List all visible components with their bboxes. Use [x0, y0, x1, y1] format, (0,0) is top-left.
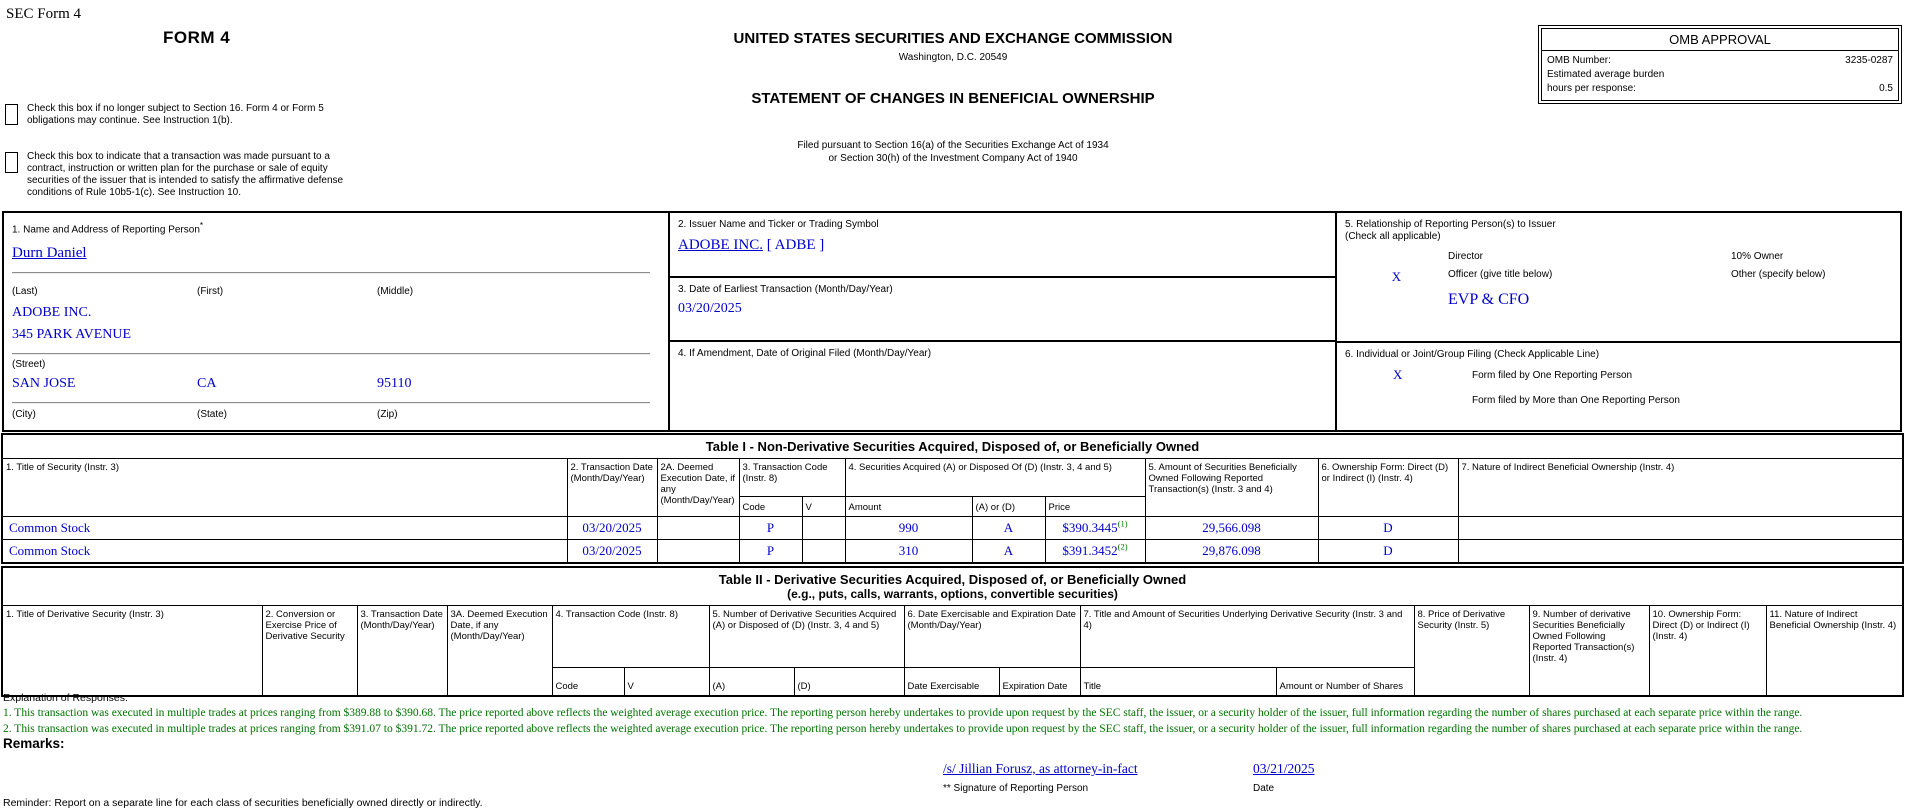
section6-filing-type	[1337, 343, 1900, 430]
section5-relationship	[1337, 213, 1900, 343]
one-reporting-person-checkbox-mark[interactable]: X	[1393, 367, 1403, 382]
section1-reporting-person	[4, 213, 670, 430]
section16-exit-text: Check this box if no longer subject to Section 16. Form 4 or Form 5 obligations may continue. See Instruction 1(b).	[27, 103, 324, 126]
t2-sub-code: Code	[552, 668, 624, 696]
t1-sub-a-or-d: (A) or (D)	[972, 497, 1045, 517]
table1-title: Table I - Non-Derivative Securities Acquired, Disposed of, or Beneficially Owned	[2, 434, 1903, 459]
t1-col-amount-owned: 5. Amount of Securities Beneficially Owned Following Reported Transaction(s) (Instr. 3 and 4)	[1145, 459, 1318, 517]
cell-deemed-date	[657, 540, 739, 563]
cell-nature-indirect	[1458, 517, 1903, 540]
t1-col-ownership-form: 6. Ownership Form: Direct (D) or Indirect (I) (Instr. 4)	[1318, 459, 1458, 517]
rule-10b5-row	[5, 151, 350, 199]
t2-col-transaction-code: 4. Transaction Code (Instr. 8)	[552, 606, 709, 668]
section2-issuer	[670, 213, 1335, 278]
omb-burden-label: Estimated average burden	[1547, 69, 1665, 80]
signature-link[interactable]: /s/ Jillian Forusz, as attorney-in-fact	[943, 761, 1138, 776]
omb-hours-label: hours per response:	[1547, 83, 1636, 94]
omb-number-label: OMB Number:	[1547, 55, 1611, 66]
director-label: Director	[1448, 251, 1484, 262]
address-line1: ADOBE INC.	[12, 305, 92, 321]
table2-title-line2: (e.g., puts, calls, warrants, options, convertible securities)	[787, 587, 1118, 601]
cell-a-or-d: A	[972, 540, 1045, 563]
section3-label: 3. Date of Earliest Transaction (Month/Day/Year)	[678, 284, 893, 295]
signature-date-label: Date	[1253, 783, 1275, 794]
multiple-reporting-person-label: Form filed by More than One Reporting Person	[1472, 395, 1680, 406]
t2-col-derivative-title: 1. Title of Derivative Security (Instr. 3)	[2, 606, 262, 696]
statement-title: STATEMENT OF CHANGES IN BENEFICIAL OWNERSHIP	[751, 90, 1155, 107]
cell-code: P	[739, 517, 802, 540]
price-value: $390.3445	[1062, 520, 1118, 535]
cell-security-title: Common Stock	[2, 517, 567, 540]
t2-col-date-exercisable: 6. Date Exercisable and Expiration Date (Month/Day/Year)	[904, 606, 1080, 668]
cell-v	[802, 540, 845, 563]
section4-label: 4. If Amendment, Date of Original Filed (Month/Day/Year)	[678, 348, 932, 359]
t2-col-conversion-price: 2. Conversion or Exercise Price of Derivative Security	[262, 606, 357, 696]
table2-title	[2, 567, 1903, 606]
section16-exit-row	[5, 103, 335, 127]
table-row	[2, 540, 1903, 563]
state-value: CA	[197, 376, 217, 392]
t2-col-underlying: 7. Title and Amount of Securities Underlying Derivative Security (Instr. 3 and 4)	[1080, 606, 1414, 668]
omb-number-value: 3235-0287	[1845, 55, 1893, 66]
explanation-heading: Explanation of Responses:	[3, 692, 128, 704]
cell-security-title: Common Stock	[2, 540, 567, 563]
section1-label: 1. Name and Address of Reporting Person	[12, 224, 200, 236]
t2-col-ownership-form: 10. Ownership Form: Direct (D) or Indirect (I) (Instr. 4)	[1649, 606, 1766, 696]
section5-label1: 5. Relationship of Reporting Person(s) to Issuer	[1345, 219, 1556, 230]
state-label: (State)	[197, 409, 228, 421]
city-value: SAN JOSE	[12, 376, 76, 392]
form-title: FORM 4	[163, 28, 231, 47]
earliest-transaction-date: 03/20/2025	[678, 301, 742, 316]
commission-address: Washington, D.C. 20549	[898, 52, 1008, 63]
t2-col-transaction-date: 3. Transaction Date (Month/Day/Year)	[357, 606, 447, 696]
footnote-ref-1[interactable]: (1)	[1117, 518, 1128, 529]
middle-label: (Middle)	[377, 286, 414, 298]
section6-label: 6. Individual or Joint/Group Filing (Check Applicable Line)	[1345, 349, 1600, 360]
issuer-link[interactable]: ADOBE INC.	[678, 237, 763, 253]
t1-sub-code: Code	[739, 497, 802, 517]
commission-title: UNITED STATES SECURITIES AND EXCHANGE COMMISSION	[733, 30, 1173, 47]
table2-title-line1: Table II - Derivative Securities Acquired, Disposed of, or Beneficially Owned	[718, 572, 1187, 587]
pursuant-line1: Filed pursuant to Section 16(a) of the Securities Exchange Act of 1934	[797, 140, 1109, 151]
footnote-2-text: This transaction was executed in multiple trades at prices ranging from $391.07 to $391.72. The price reported above reflects the weighted average execution price. The reporting person hereby undertakes to provide upon request by the SEC staff, the issuer, or a security holder of the issuer, full information regarding the number of shares purchased at each separate price within the range.	[14, 723, 1803, 735]
explanation-of-responses	[3, 692, 1903, 736]
t2-col-number-owned: 9. Number of derivative Securities Beneficially Owned Following Reported Transaction(s) (Instr. 4)	[1529, 606, 1649, 696]
footnote-1-number: 1.	[3, 707, 12, 719]
cell-amount: 990	[845, 517, 972, 540]
street-label: (Street)	[12, 359, 46, 371]
cell-deemed-date	[657, 517, 739, 540]
section16-exit-checkbox[interactable]	[5, 104, 18, 125]
officer-checkbox-mark[interactable]: X	[1391, 269, 1402, 284]
t1-col-securities-acquired: 4. Securities Acquired (A) or Disposed Of (D) (Instr. 3, 4 and 5)	[845, 459, 1145, 497]
divider	[12, 353, 650, 355]
t2-sub-v: V	[624, 668, 709, 696]
pursuant-line2: or Section 30(h) of the Investment Company Act of 1940	[828, 153, 1078, 164]
ticker-symbol: [ ADBE ]	[766, 237, 825, 253]
t1-sub-v: V	[802, 497, 845, 517]
other-label: Other (specify below)	[1731, 269, 1826, 280]
header-center	[573, 30, 1333, 165]
t2-sub-expiration-date: Expiration Date	[999, 668, 1080, 696]
last-label: (Last)	[12, 286, 38, 298]
cell-ownership-form: D	[1318, 540, 1458, 563]
divider	[12, 402, 650, 404]
cell-transaction-date: 03/20/2025	[567, 517, 657, 540]
t1-sub-price: Price	[1045, 497, 1145, 517]
signature-block	[943, 761, 1453, 794]
reporting-person-form	[2, 211, 1902, 432]
t1-col-security: 1. Title of Security (Instr. 3)	[2, 459, 567, 517]
section2-label: 2. Issuer Name and Ticker or Trading Symbol	[678, 219, 879, 230]
cell-nature-indirect	[1458, 540, 1903, 563]
cell-v	[802, 517, 845, 540]
reporting-person-link[interactable]: Durn Daniel	[12, 245, 87, 262]
cell-transaction-date: 03/20/2025	[567, 540, 657, 563]
signature-label: ** Signature of Reporting Person	[943, 783, 1089, 794]
t2-sub-d: (D)	[794, 668, 904, 696]
officer-title-value: EVP & CFO	[1448, 291, 1530, 308]
cell-price	[1045, 540, 1145, 563]
divider	[12, 272, 650, 274]
omb-approval-box	[1538, 25, 1902, 104]
t1-col-nature-indirect: 7. Nature of Indirect Beneficial Ownership (Instr. 4)	[1458, 459, 1903, 517]
director-checkbox[interactable]	[1345, 251, 1448, 262]
t2-col-deemed-date: 3A. Deemed Execution Date, if any (Month/Day/Year)	[447, 606, 552, 696]
t1-col-transaction-code: 3. Transaction Code (Instr. 8)	[739, 459, 845, 497]
t2-sub-title: Title	[1080, 668, 1276, 696]
t2-col-nature-indirect: 11. Nature of Indirect Beneficial Ownership (Instr. 4)	[1766, 606, 1903, 696]
footnote-1-text: This transaction was executed in multiple trades at prices ranging from $389.88 to $390.68. The price reported above reflects the weighted average execution price. The reporting person hereby undertakes to provide upon request by the SEC staff, the issuer, or a security holder of the issuer, full information regarding the number of shares purchased at each separate price within the range.	[14, 707, 1803, 719]
footnote-ref-2[interactable]: (2)	[1117, 541, 1128, 552]
cell-owned-following: 29,566.098	[1145, 517, 1318, 540]
signature-date-link[interactable]: 03/21/2025	[1253, 761, 1315, 776]
officer-label: Officer (give title below)	[1448, 269, 1553, 280]
table1-non-derivative	[1, 433, 1904, 564]
table2-derivative	[1, 566, 1904, 697]
zip-label: (Zip)	[377, 409, 398, 421]
one-reporting-person-label: Form filed by One Reporting Person	[1472, 370, 1633, 381]
cell-price	[1045, 517, 1145, 540]
cell-a-or-d: A	[972, 517, 1045, 540]
section4-amendment	[670, 342, 1335, 430]
cell-amount: 310	[845, 540, 972, 563]
footnote-1	[3, 707, 1903, 720]
t2-sub-shares: Amount or Number of Shares	[1276, 668, 1414, 696]
zip-value: 95110	[377, 376, 412, 392]
footnote-2-number: 2.	[3, 723, 12, 735]
omb-hours-value: 0.5	[1879, 83, 1893, 94]
section5-label2: (Check all applicable)	[1345, 231, 1441, 242]
remarks-label: Remarks:	[3, 736, 65, 751]
section1-label-asterisk: *	[199, 220, 204, 230]
table-row	[2, 517, 1903, 540]
ten-percent-owner-label: 10% Owner	[1731, 251, 1784, 262]
t1-col-deemed-date: 2A. Deemed Execution Date, if any (Month/Day/Year)	[657, 459, 739, 517]
rule-10b5-checkbox[interactable]	[5, 152, 18, 173]
footnote-2	[3, 723, 1903, 736]
cell-code: P	[739, 540, 802, 563]
t2-sub-a: (A)	[709, 668, 794, 696]
section3-earliest-transaction	[670, 278, 1335, 342]
t1-sub-amount: Amount	[845, 497, 972, 517]
rule-10b5-text: Check this box to indicate that a transaction was made pursuant to a contract, instruction or written plan for the purchase or sale of equity securities of the issuer that is intended to satisfy the affirmative defense conditions of Rule 10b5-1(c). See Instruction 10.	[27, 151, 344, 198]
address-line2: 345 PARK AVENUE	[12, 327, 132, 343]
sec-form-label: SEC Form 4	[6, 6, 82, 22]
cell-ownership-form: D	[1318, 517, 1458, 540]
t1-col-transaction-date: 2. Transaction Date (Month/Day/Year)	[567, 459, 657, 517]
t2-col-number-derivative: 5. Number of Derivative Securities Acquired (A) or Disposed of (D) (Instr. 3, 4 and 5)	[709, 606, 904, 668]
price-value: $391.3452	[1062, 542, 1118, 558]
first-label: (First)	[197, 286, 224, 298]
omb-title: OMB APPROVAL	[1542, 29, 1898, 51]
cell-owned-following: 29,876.098	[1145, 540, 1318, 563]
t2-sub-date-exercisable: Date Exercisable	[904, 668, 999, 696]
city-label: (City)	[12, 409, 36, 421]
reminder-text: Reminder: Report on a separate line for each class of securities beneficially owned directly or indirectly.	[3, 797, 483, 809]
t2-col-price-derivative: 8. Price of Derivative Security (Instr. 5)	[1414, 606, 1529, 696]
